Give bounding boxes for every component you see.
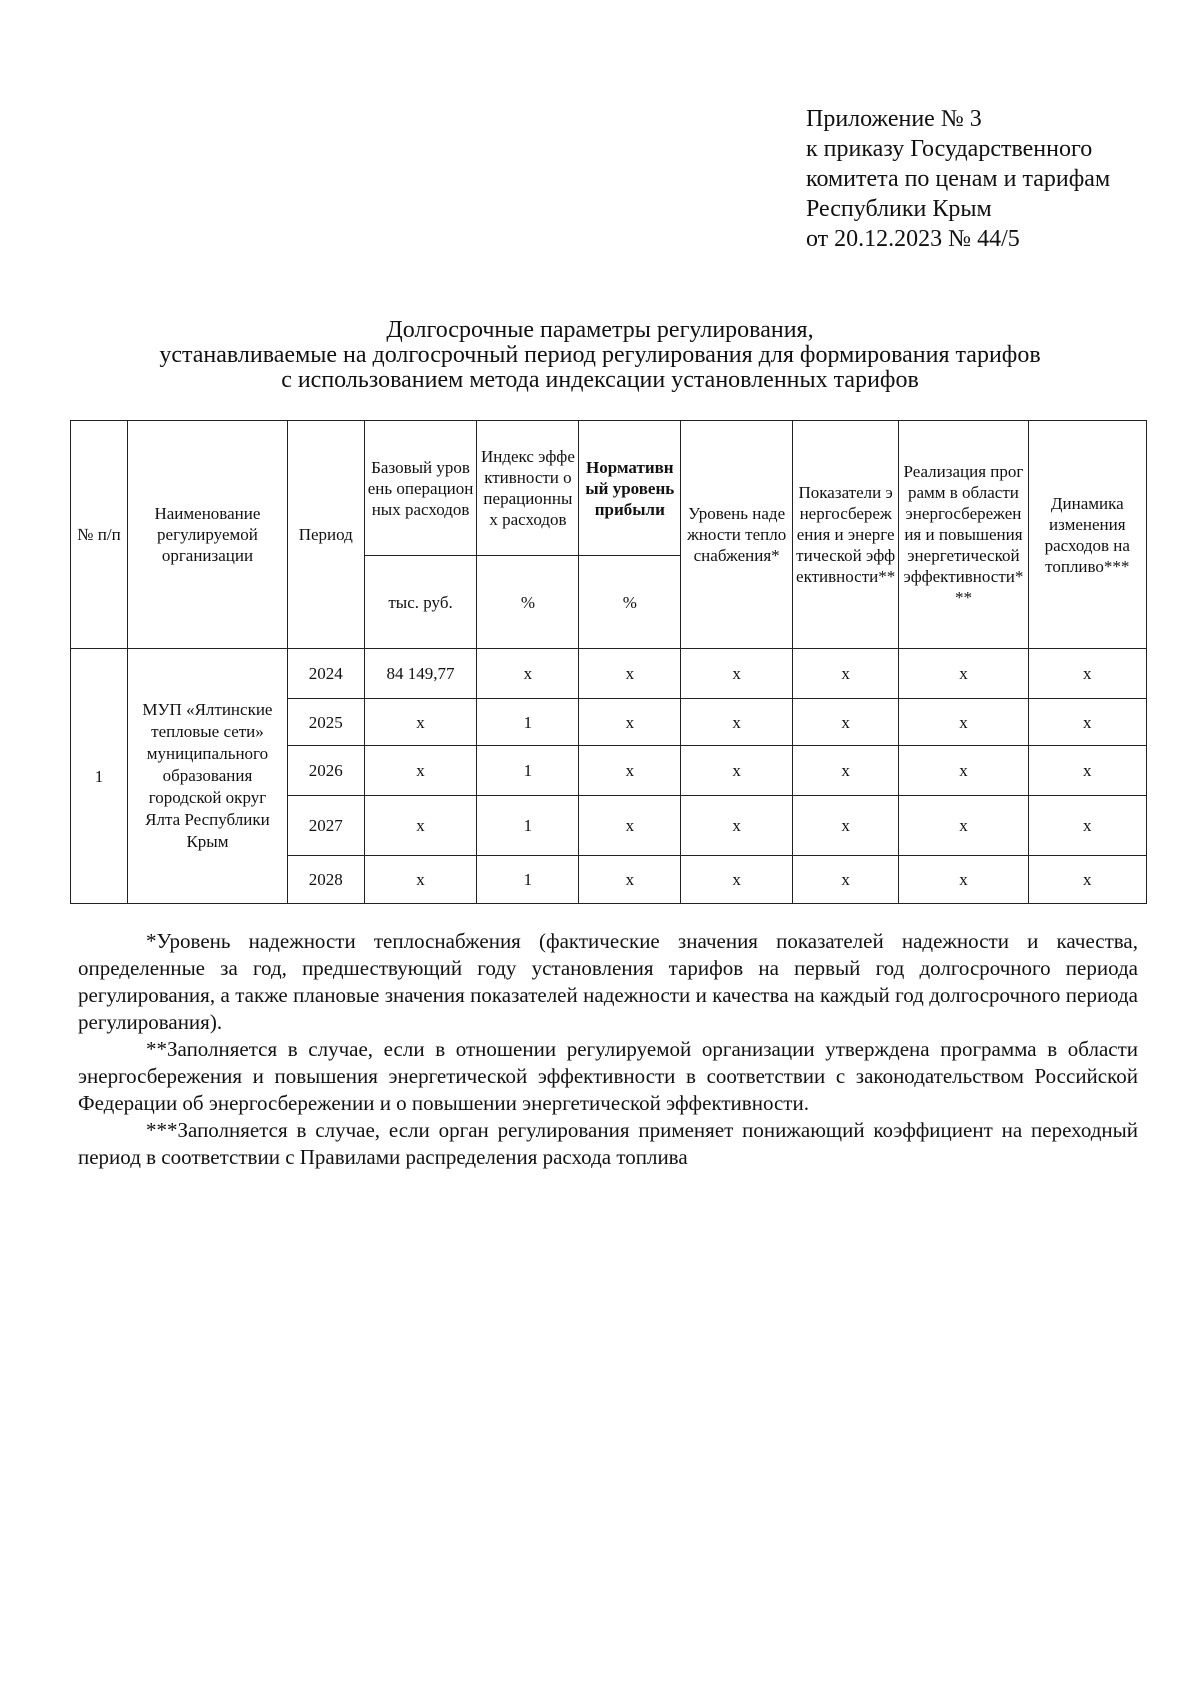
base-cell: х (364, 856, 477, 904)
appendix-line: от 20.12.2023 № 44/5 (806, 226, 1020, 252)
index-cell: х (477, 649, 579, 699)
base-cell: х (364, 746, 477, 796)
profit-cell: х (579, 746, 681, 796)
appendix-header (806, 104, 1110, 254)
appendix-line: к приказу Государственного (806, 136, 1093, 162)
header-fuel-dynamics: Динамика изменения расходов на топливо*** (1028, 421, 1146, 649)
title-line: с использованием метода индексации установленных тарифов (281, 367, 919, 393)
fuel-cell: х (1028, 699, 1146, 746)
profit-cell: х (579, 649, 681, 699)
fuel-cell: х (1028, 649, 1146, 699)
reliability-cell: х (681, 649, 793, 699)
header-num: № п/п (71, 421, 128, 649)
footnote-energy-program: **Заполняется в случае, если в отношении регулируемой организации утверждена программа в области энергосбережения и повышения энергетической эффективности в соответствии с законодательством Российской Федерации об энергосбережении и о повышении энергетической эффективности. (78, 1037, 1138, 1115)
unit-index: % (477, 556, 579, 649)
header-programs: Реализация программ в области энергосбережения и повышения энергетической эффективности*** (899, 421, 1028, 649)
profit-cell: х (579, 699, 681, 746)
appendix-line: Приложение № 3 (806, 106, 982, 132)
programs-cell: х (899, 746, 1028, 796)
programs-cell: х (899, 649, 1028, 699)
footnote-fuel: ***Заполняется в случае, если орган регулирования применяет понижающий коэффициент на переходный период в соответствии с Правилами распределения расхода топлива (78, 1118, 1138, 1169)
year-cell: 2027 (287, 796, 364, 856)
reliability-cell: х (681, 856, 793, 904)
fuel-cell: х (1028, 856, 1146, 904)
header-efficiency-index: Индекс эффективности операционных расходов (477, 421, 579, 556)
index-cell: 1 (477, 699, 579, 746)
unit-profit: % (579, 556, 681, 649)
parameters-table (70, 420, 1147, 904)
row-number: 1 (71, 649, 128, 904)
base-cell: х (364, 699, 477, 746)
fuel-cell: х (1028, 746, 1146, 796)
energy-indicator-cell: х (793, 699, 899, 746)
index-cell: 1 (477, 746, 579, 796)
index-cell: 1 (477, 856, 579, 904)
year-cell: 2028 (287, 856, 364, 904)
programs-cell: х (899, 796, 1028, 856)
profit-cell: х (579, 796, 681, 856)
appendix-line: комитета по ценам и тарифам (806, 166, 1111, 192)
document-title (60, 318, 1140, 393)
footnotes (78, 928, 1138, 1171)
index-cell: 1 (477, 796, 579, 856)
programs-cell: х (899, 699, 1028, 746)
year-cell: 2024 (287, 649, 364, 699)
title-line: Долгосрочные параметры регулирования, (386, 317, 814, 343)
reliability-cell: х (681, 796, 793, 856)
header-base-level: Базовый уровень операционных расходов (364, 421, 477, 556)
header-energy-indicators: Показатели энергосбережения и энергетической эффективности** (793, 421, 899, 649)
base-cell: х (364, 796, 477, 856)
reliability-cell: х (681, 746, 793, 796)
energy-indicator-cell: х (793, 649, 899, 699)
header-organization: Наименование регулируемой организации (127, 421, 287, 649)
footnote-reliability: *Уровень надежности теплоснабжения (фактические значения показателей надежности и качества, определенные за год, предшествующий году установления тарифов на первый год долгосрочного периода регулирования, а также плановые значения показателей надежности и качества на каждый год долгосрочного периода регулирования). (78, 929, 1138, 1034)
header-row (71, 421, 1147, 556)
header-profit: Нормативный уровень прибыли (579, 421, 681, 556)
fuel-cell: х (1028, 796, 1146, 856)
base-cell: 84 149,77 (364, 649, 477, 699)
header-reliability: Уровень надежности теплоснабжения* (681, 421, 793, 649)
energy-indicator-cell: х (793, 796, 899, 856)
header-period: Период (287, 421, 364, 649)
profit-cell: х (579, 856, 681, 904)
title-line: устанавливаемые на долгосрочный период регулирования для формирования тарифов (159, 342, 1041, 368)
programs-cell: х (899, 856, 1028, 904)
energy-indicator-cell: х (793, 856, 899, 904)
energy-indicator-cell: х (793, 746, 899, 796)
year-cell: 2026 (287, 746, 364, 796)
year-cell: 2025 (287, 699, 364, 746)
reliability-cell: х (681, 699, 793, 746)
appendix-line: Республики Крым (806, 196, 992, 222)
organization-name: МУП «Ялтинские тепловые сети» муниципального образования городской округ Ялта Республики Крым (127, 649, 287, 904)
table-row (71, 649, 1147, 699)
unit-base: тыс. руб. (364, 556, 477, 649)
